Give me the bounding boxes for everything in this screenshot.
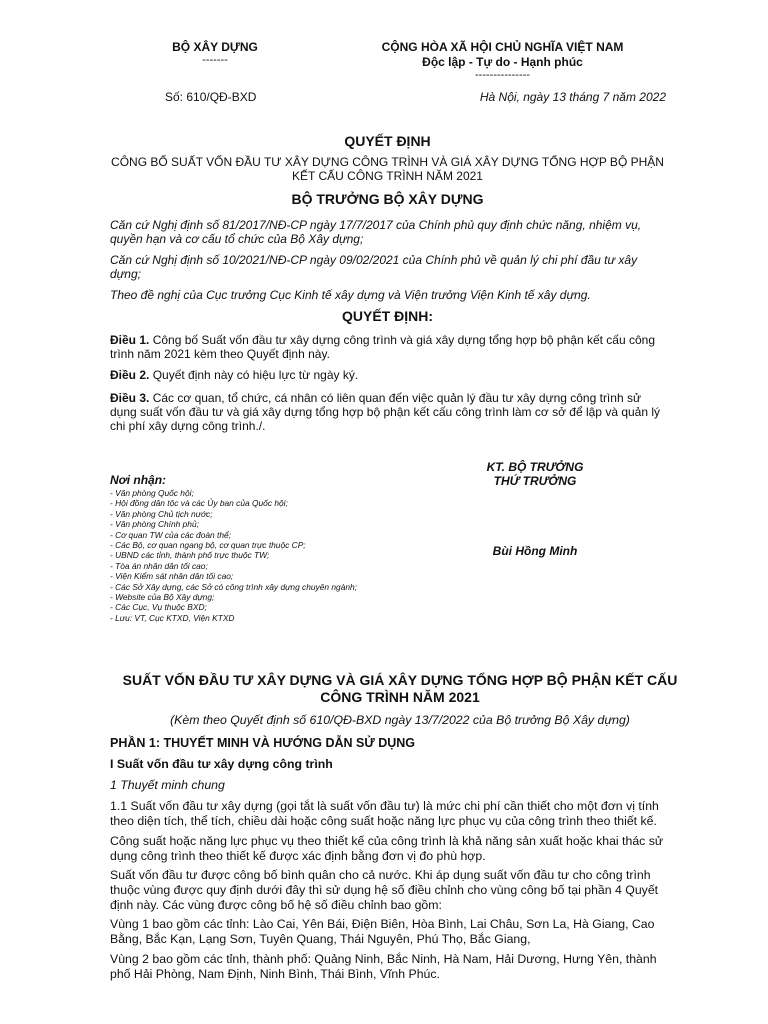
article-1-label: Điều 1. bbox=[110, 333, 150, 347]
section-heading: I Suất vốn đầu tư xây dựng công trình bbox=[110, 757, 333, 771]
document-number: Số: 610/QĐ-BXD bbox=[165, 90, 257, 104]
recipient-item: - Tòa án nhân dân tối cao; bbox=[110, 560, 208, 571]
basis-1: Căn cứ Nghị định số 81/2017/NĐ-CP ngày 17/7/2017 của Chính phủ quy định chức năng, nhiệm vụ, quyền hạn và cơ cấu tổ chức của Bộ Xây dựng; bbox=[110, 218, 642, 246]
authority-heading: BỘ TRƯỞNG BỘ XÂY DỰNG bbox=[291, 191, 484, 207]
ministry-name: BỘ XÂY DỰNG bbox=[172, 40, 258, 54]
recipient-item: - Văn phòng Chính phủ; bbox=[110, 519, 199, 530]
annex-paragraph: Vùng 1 bao gồm các tỉnh: Lào Cai, Yên Bái, Điện Biên, Hòa Bình, Lai Châu, Sơn La, Hà Giang, Cao Bằng, Bắc Kạn, Lạng Sơn, Tuyên Quang, Thái Nguyên, Phú Thọ, Bắc Giang, bbox=[110, 917, 655, 946]
recipient-item: - Lưu: VT, Cục KTXD, Viện KTXD bbox=[110, 612, 235, 623]
signature-title-2: THỨ TRƯỞNG bbox=[493, 474, 577, 488]
article-3-text: Các cơ quan, tổ chức, cá nhân có liên quan đến việc quản lý đầu tư xây dựng công trình sử dụng suất vốn đầu tư và giá xây dựng tổng hợp bộ phận kết cấu công trình làm cơ sở để lập và quản lý chi phí xây dựng công trình./. bbox=[110, 391, 661, 433]
basis-2: Căn cứ Nghị định số 10/2021/NĐ-CP ngày 09/02/2021 của Chính phủ về quản lý chi phí đầu tư xây dựng; bbox=[110, 253, 638, 281]
motto-rule: --------------- bbox=[475, 69, 530, 81]
article-3-label: Điều 3. bbox=[110, 391, 150, 405]
article-2 bbox=[110, 368, 665, 382]
article-1-text: Công bố Suất vốn đầu tư xây dựng công trình và giá xây dựng tổng hợp bộ phận kết cấu công trình năm 2021 kèm theo Quyết định này. bbox=[110, 333, 655, 361]
ministry-rule: ------- bbox=[202, 54, 228, 66]
signer-name: Bùi Hồng Minh bbox=[492, 544, 578, 558]
annex-note: (Kèm theo Quyết định số 610/QĐ-BXD ngày 13/7/2022 của Bộ trưởng Bộ Xây dựng) bbox=[170, 713, 630, 727]
recipients-list bbox=[110, 488, 400, 623]
annex-title: SUẤT VỐN ĐẦU TƯ XÂY DỰNG VÀ GIÁ XÂY DỰNG TỔNG HỢP BỘ PHẬN KẾT CẤU CÔNG TRÌNH NĂM 2021 bbox=[122, 672, 678, 705]
recipient-item: - Hội đồng dân tộc và các Ủy ban của Quốc hội; bbox=[110, 498, 288, 509]
recipient-item: - UBND các tỉnh, thành phố trực thuộc TW; bbox=[110, 550, 270, 561]
recipient-item: - Các Cục, Vụ thuộc BXD; bbox=[110, 602, 207, 613]
article-2-label: Điều 2. bbox=[110, 368, 150, 382]
decision-subtitle: CÔNG BỐ SUẤT VỐN ĐẦU TƯ XÂY DỰNG CÔNG TRÌNH VÀ GIÁ XÂY DỰNG TỔNG HỢP BỘ PHẬN KẾT CẤU CÔNG TRÌNH NĂM 2021 bbox=[111, 155, 664, 183]
decision-title: QUYẾT ĐỊNH bbox=[344, 133, 431, 149]
part-heading: PHẦN 1: THUYẾT MINH VÀ HƯỚNG DẪN SỬ DỤNG bbox=[110, 736, 416, 750]
recipients-heading: Nơi nhận: bbox=[110, 473, 167, 487]
article-1 bbox=[110, 333, 665, 361]
motto: Độc lập - Tự do - Hạnh phúc bbox=[422, 55, 583, 69]
recipient-item: - Website của Bộ Xây dựng; bbox=[110, 592, 215, 603]
country-name: CỘNG HÒA XÃ HỘI CHỦ NGHĨA VIỆT NAM bbox=[381, 40, 624, 54]
annex-paragraph: Công suất hoặc năng lực phục vụ theo thiết kế của công trình là khả năng sản xuất hoặc khai thác sử dụng công trình theo thiết kế được xác định bằng đơn vị đo phù hợp. bbox=[110, 834, 664, 863]
place-date: Hà Nội, ngày 13 tháng 7 năm 2022 bbox=[479, 90, 666, 104]
annex-paragraph: 1.1 Suất vốn đầu tư xây dựng (gọi tắt là suất vốn đầu tư) là mức chi phí cần thiết cho một đơn vị tính theo diện tích, thể tích, chiều dài hoặc công suất hoặc năng lực phục vụ của công trình theo thiết kế. bbox=[110, 799, 659, 828]
recipient-item: - Các Sở Xây dựng, các Sở có công trình xây dựng chuyên ngành; bbox=[110, 581, 358, 592]
recipient-item: - Các Bộ, cơ quan ngang bộ, cơ quan trực thuộc CP; bbox=[110, 540, 306, 551]
annex-paragraph: Vùng 2 bao gồm các tỉnh, thành phố: Quảng Ninh, Bắc Ninh, Hà Nam, Hải Dương, Hưng Yên, thành phố Hải Phòng, Nam Định, Ninh Bình, Thái Bình, Vĩnh Phúc. bbox=[110, 952, 657, 981]
decides-heading: QUYẾT ĐỊNH: bbox=[342, 308, 433, 324]
sub-heading: 1 Thuyết minh chung bbox=[110, 778, 225, 792]
recipient-item: - Văn phòng Quốc hội; bbox=[110, 488, 194, 498]
signature-title-1: KT. BỘ TRƯỞNG bbox=[486, 460, 584, 474]
basis-3: Theo đề nghị của Cục trưởng Cục Kinh tế xây dựng và Viện trưởng Viện Kinh tế xây dựng. bbox=[110, 288, 591, 302]
recipient-item: - Viện Kiểm sát nhân dân tối cao; bbox=[110, 571, 234, 582]
recipient-item: - Cơ quan TW của các đoàn thể; bbox=[110, 529, 231, 540]
recipient-item: - Văn phòng Chủ tịch nước; bbox=[110, 508, 213, 519]
article-2-text: Quyết định này có hiệu lực từ ngày ký. bbox=[149, 368, 359, 382]
article-3 bbox=[110, 391, 665, 433]
annex-paragraph: Suất vốn đầu tư được công bố bình quân cho cả nước. Khi áp dụng suất vốn đầu tư cho công trình thuộc vùng được quy định dưới đây thì sử dụng hệ số điều chỉnh cho vùng công bố tại phần 4 Quyết định này. Các vùng được công bố hệ số điều chỉnh bao gồm: bbox=[110, 868, 659, 912]
